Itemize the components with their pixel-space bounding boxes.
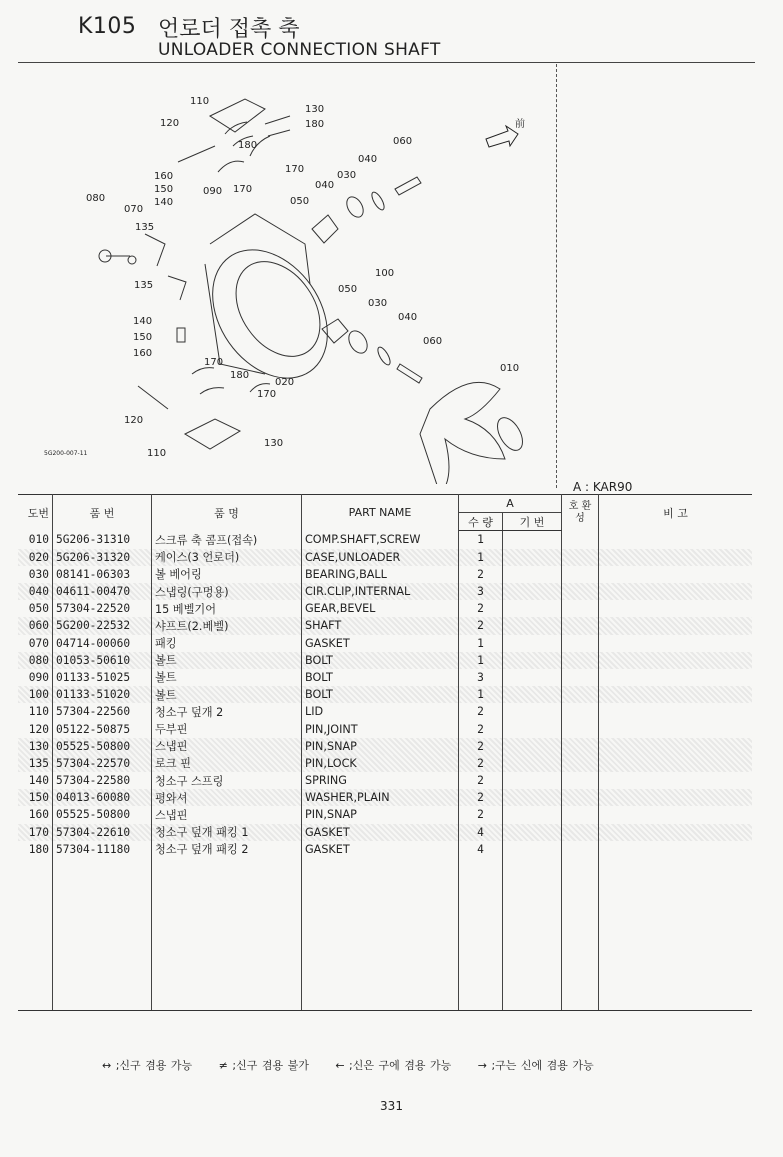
table-row <box>18 549 752 566</box>
svg-text:180: 180 <box>238 140 258 151</box>
row-no: 030 <box>18 566 53 583</box>
row-remarks <box>599 720 753 737</box>
row-qty: 2 <box>459 755 503 772</box>
table-row <box>18 703 752 720</box>
row-base-no <box>503 841 562 858</box>
row-base-no <box>503 738 562 755</box>
row-part-no: 01133-51025 <box>53 669 152 686</box>
table-row <box>18 772 752 789</box>
svg-text:170: 170 <box>204 357 224 368</box>
row-base-no <box>503 789 562 806</box>
svg-text:160: 160 <box>133 348 153 359</box>
row-base-no <box>503 549 562 566</box>
row-no: 080 <box>18 652 53 669</box>
upper-bevel-gear <box>312 215 338 243</box>
row-qty: 3 <box>459 583 503 600</box>
row-name-kr: 로크 핀 <box>152 755 302 772</box>
row-name-en: GEAR,BEVEL <box>302 600 459 617</box>
row-qty: 2 <box>459 703 503 720</box>
row-base-no <box>503 652 562 669</box>
row-qty: 2 <box>459 617 503 634</box>
table-row <box>18 841 752 858</box>
lower-bevel-gear <box>322 319 348 343</box>
row-qty: 1 <box>459 531 503 549</box>
row-compat <box>562 566 599 583</box>
row-remarks <box>599 617 753 634</box>
row-base-no <box>503 755 562 772</box>
row-compat <box>562 772 599 789</box>
row-base-no <box>503 772 562 789</box>
row-remarks <box>599 566 753 583</box>
col-header-name-en: PART NAME <box>302 495 459 531</box>
row-part-no: 5G206-31310 <box>53 531 152 549</box>
svg-text:前: 前 <box>515 119 525 130</box>
row-no: 140 <box>18 772 53 789</box>
table-row <box>18 824 752 841</box>
row-remarks <box>599 841 753 858</box>
svg-text:050: 050 <box>338 284 358 295</box>
row-base-no <box>503 669 562 686</box>
svg-text:090: 090 <box>203 186 223 197</box>
row-remarks <box>599 600 753 617</box>
row-qty: 2 <box>459 789 503 806</box>
row-name-en: GASKET <box>302 635 459 652</box>
row-name-kr: 볼트 <box>152 686 302 703</box>
screw-shaft-shape <box>420 382 505 484</box>
row-qty: 2 <box>459 738 503 755</box>
row-name-kr: 패킹 <box>152 635 302 652</box>
row-compat <box>562 720 599 737</box>
lid-top-shape <box>210 99 265 132</box>
row-remarks <box>599 789 753 806</box>
row-no: 180 <box>18 841 53 858</box>
row-remarks <box>599 772 753 789</box>
row-part-no: 05122-50875 <box>53 720 152 737</box>
svg-text:170: 170 <box>233 184 253 195</box>
row-no: 135 <box>18 755 53 772</box>
row-compat <box>562 806 599 823</box>
row-qty: 2 <box>459 806 503 823</box>
row-no: 120 <box>18 720 53 737</box>
row-name-en: PIN,JOINT <box>302 720 459 737</box>
model-note: A : KAR90 <box>573 480 633 494</box>
svg-text:010: 010 <box>500 363 520 374</box>
blank-cell <box>459 858 503 1011</box>
svg-text:060: 060 <box>393 136 413 147</box>
legend-item: ↔ ;신구 겸용 가능 <box>102 1059 193 1072</box>
svg-text:170: 170 <box>257 389 277 400</box>
exploded-parts-diagram <box>20 64 555 484</box>
row-no: 160 <box>18 806 53 823</box>
row-no: 070 <box>18 635 53 652</box>
row-name-kr: 볼트 <box>152 669 302 686</box>
row-remarks <box>599 824 753 841</box>
row-remarks <box>599 669 753 686</box>
svg-text:050: 050 <box>290 196 310 207</box>
front-arrow-icon <box>486 126 518 147</box>
compatibility-legend <box>102 1057 616 1073</box>
row-base-no <box>503 686 562 703</box>
svg-text:070: 070 <box>124 204 144 215</box>
row-compat <box>562 669 599 686</box>
svg-text:110: 110 <box>190 96 210 107</box>
row-no: 100 <box>18 686 53 703</box>
row-qty: 2 <box>459 566 503 583</box>
svg-text:150: 150 <box>154 184 174 195</box>
row-name-kr: 15 베벨기어 <box>152 600 302 617</box>
row-base-no <box>503 566 562 583</box>
table-row <box>18 531 752 549</box>
svg-text:135: 135 <box>135 222 155 233</box>
row-name-kr: 두부핀 <box>152 720 302 737</box>
row-name-en: SPRING <box>302 772 459 789</box>
row-part-no: 05525-50800 <box>53 738 152 755</box>
row-qty: 1 <box>459 652 503 669</box>
svg-text:020: 020 <box>275 377 295 388</box>
row-base-no <box>503 617 562 634</box>
row-compat <box>562 652 599 669</box>
row-name-en: COMP.SHAFT,SCREW <box>302 531 459 549</box>
col-header-no: 도번 <box>18 495 53 531</box>
row-compat <box>562 738 599 755</box>
row-qty: 2 <box>459 600 503 617</box>
table-row <box>18 720 752 737</box>
row-part-no: 04611-00470 <box>53 583 152 600</box>
row-compat <box>562 583 599 600</box>
table-blank-area <box>18 858 752 1011</box>
table-row <box>18 686 752 703</box>
svg-text:135: 135 <box>134 280 154 291</box>
row-base-no <box>503 635 562 652</box>
row-name-kr: 스냅핀 <box>152 738 302 755</box>
row-name-en: CASE,UNLOADER <box>302 549 459 566</box>
row-qty: 1 <box>459 686 503 703</box>
row-name-kr: 청소구 스프링 <box>152 772 302 789</box>
col-header-remarks: 비 고 <box>599 495 753 531</box>
blank-cell <box>503 858 562 1011</box>
row-part-no: 04714-00060 <box>53 635 152 652</box>
row-name-en: CIR.CLIP,INTERNAL <box>302 583 459 600</box>
blank-cell <box>53 858 152 1011</box>
row-name-kr: 평와셔 <box>152 789 302 806</box>
row-name-en: WASHER,PLAIN <box>302 789 459 806</box>
row-compat <box>562 600 599 617</box>
col-header-group-a: A <box>459 495 562 513</box>
parts-table <box>18 494 752 1011</box>
row-no: 150 <box>18 789 53 806</box>
row-remarks <box>599 652 753 669</box>
legend-item: ← ;신은 구에 겸용 가능 <box>335 1059 452 1072</box>
blank-cell <box>152 858 302 1011</box>
row-base-no <box>503 583 562 600</box>
row-part-no: 57304-11180 <box>53 841 152 858</box>
row-name-en: BOLT <box>302 669 459 686</box>
row-part-no: 5G206-31320 <box>53 549 152 566</box>
blank-cell <box>18 858 53 1011</box>
page-number: 331 <box>380 1099 403 1113</box>
table-row <box>18 669 752 686</box>
col-header-compat: 호 환 성 <box>562 495 599 531</box>
row-name-kr: 청소구 덮개 패킹 1 <box>152 824 302 841</box>
row-qty: 2 <box>459 720 503 737</box>
row-no: 130 <box>18 738 53 755</box>
table-row <box>18 806 752 823</box>
catalog-code: K105 <box>78 14 137 39</box>
row-qty: 4 <box>459 824 503 841</box>
header-rule <box>18 62 755 63</box>
row-part-no: 04013-60080 <box>53 789 152 806</box>
row-no: 170 <box>18 824 53 841</box>
row-name-kr: 스냅핀 <box>152 806 302 823</box>
col-header-base-no: 기 번 <box>503 513 562 531</box>
svg-text:030: 030 <box>337 170 357 181</box>
row-part-no: 57304-22570 <box>53 755 152 772</box>
page-title-english: UNLOADER CONNECTION SHAFT <box>158 40 441 60</box>
row-remarks <box>599 738 753 755</box>
row-compat <box>562 755 599 772</box>
svg-text:180: 180 <box>230 370 250 381</box>
row-part-no: 05525-50800 <box>53 806 152 823</box>
row-compat <box>562 635 599 652</box>
row-no: 010 <box>18 531 53 549</box>
table-row <box>18 617 752 634</box>
row-remarks <box>599 531 753 549</box>
row-name-kr: 청소구 덮개 패킹 2 <box>152 841 302 858</box>
row-base-no <box>503 824 562 841</box>
row-compat <box>562 686 599 703</box>
row-no: 110 <box>18 703 53 720</box>
svg-text:120: 120 <box>160 118 180 129</box>
table-row <box>18 583 752 600</box>
svg-text:180: 180 <box>305 119 325 130</box>
row-name-kr: 볼 베어링 <box>152 566 302 583</box>
blank-cell <box>599 858 753 1011</box>
row-part-no: 5G200-22532 <box>53 617 152 634</box>
row-name-kr: 샤프트(2.베벨) <box>152 617 302 634</box>
row-compat <box>562 824 599 841</box>
svg-text:030: 030 <box>368 298 388 309</box>
table-row <box>18 635 752 652</box>
row-no: 040 <box>18 583 53 600</box>
svg-text:080: 080 <box>86 193 106 204</box>
svg-text:130: 130 <box>305 104 325 115</box>
table-row <box>18 566 752 583</box>
row-no: 090 <box>18 669 53 686</box>
row-base-no <box>503 720 562 737</box>
row-no: 060 <box>18 617 53 634</box>
row-name-kr: 스크류 축 콤프(접속) <box>152 531 302 549</box>
blank-cell <box>562 858 599 1011</box>
table-row <box>18 600 752 617</box>
row-name-kr: 케이스(3 언로더) <box>152 549 302 566</box>
row-qty: 1 <box>459 635 503 652</box>
col-header-part-no: 품 번 <box>53 495 152 531</box>
row-remarks <box>599 806 753 823</box>
svg-text:140: 140 <box>154 197 174 208</box>
row-name-en: PIN,SNAP <box>302 806 459 823</box>
row-part-no: 57304-22520 <box>53 600 152 617</box>
table-row <box>18 755 752 772</box>
svg-text:160: 160 <box>154 171 174 182</box>
table-row <box>18 738 752 755</box>
row-remarks <box>599 549 753 566</box>
row-remarks <box>599 686 753 703</box>
row-compat <box>562 841 599 858</box>
legend-item: ≠ ;신구 겸용 불가 <box>218 1059 309 1072</box>
svg-text:060: 060 <box>423 336 443 347</box>
row-name-en: GASKET <box>302 841 459 858</box>
row-part-no: 01133-51020 <box>53 686 152 703</box>
row-name-kr: 볼트 <box>152 652 302 669</box>
row-name-en: PIN,LOCK <box>302 755 459 772</box>
row-name-en: BEARING,BALL <box>302 566 459 583</box>
svg-text:130: 130 <box>264 438 284 449</box>
row-remarks <box>599 755 753 772</box>
row-name-en: PIN,SNAP <box>302 738 459 755</box>
row-name-kr: 스냅링(구멍용) <box>152 583 302 600</box>
row-part-no: 57304-22610 <box>53 824 152 841</box>
row-compat <box>562 789 599 806</box>
row-remarks <box>599 703 753 720</box>
svg-text:040: 040 <box>398 312 418 323</box>
row-remarks <box>599 635 753 652</box>
row-compat <box>562 617 599 634</box>
row-compat <box>562 703 599 720</box>
row-name-kr: 청소구 덮개 2 <box>152 703 302 720</box>
row-qty: 4 <box>459 841 503 858</box>
row-part-no: 57304-22560 <box>53 703 152 720</box>
table-row <box>18 652 752 669</box>
case-body-shape <box>189 228 351 400</box>
row-remarks <box>599 583 753 600</box>
row-part-no: 01053-50610 <box>53 652 152 669</box>
row-base-no <box>503 806 562 823</box>
row-name-en: SHAFT <box>302 617 459 634</box>
page-title-korean: 언로더 접촉 축 <box>158 17 300 42</box>
row-base-no <box>503 531 562 549</box>
svg-text:170: 170 <box>285 164 305 175</box>
svg-text:5G200-007-11: 5G200-007-11 <box>44 450 88 457</box>
table-row <box>18 789 752 806</box>
row-name-en: LID <box>302 703 459 720</box>
legend-item: → ;구는 신에 겸용 가능 <box>477 1059 594 1072</box>
row-qty: 3 <box>459 669 503 686</box>
row-base-no <box>503 703 562 720</box>
row-qty: 2 <box>459 772 503 789</box>
row-part-no: 08141-06303 <box>53 566 152 583</box>
row-name-en: GASKET <box>302 824 459 841</box>
row-name-en: BOLT <box>302 686 459 703</box>
svg-text:140: 140 <box>133 316 153 327</box>
row-name-en: BOLT <box>302 652 459 669</box>
col-header-qty: 수 량 <box>459 513 503 531</box>
row-qty: 1 <box>459 549 503 566</box>
row-compat <box>562 531 599 549</box>
svg-text:150: 150 <box>133 332 153 343</box>
svg-text:110: 110 <box>147 448 167 459</box>
row-compat <box>562 549 599 566</box>
svg-text:100: 100 <box>375 268 395 279</box>
row-no: 020 <box>18 549 53 566</box>
svg-text:120: 120 <box>124 415 144 426</box>
svg-text:040: 040 <box>315 180 335 191</box>
blank-cell <box>302 858 459 1011</box>
svg-text:040: 040 <box>358 154 378 165</box>
row-no: 050 <box>18 600 53 617</box>
diagram-divider <box>556 64 557 488</box>
col-header-name-kr: 품 명 <box>152 495 302 531</box>
row-part-no: 57304-22580 <box>53 772 152 789</box>
row-base-no <box>503 600 562 617</box>
